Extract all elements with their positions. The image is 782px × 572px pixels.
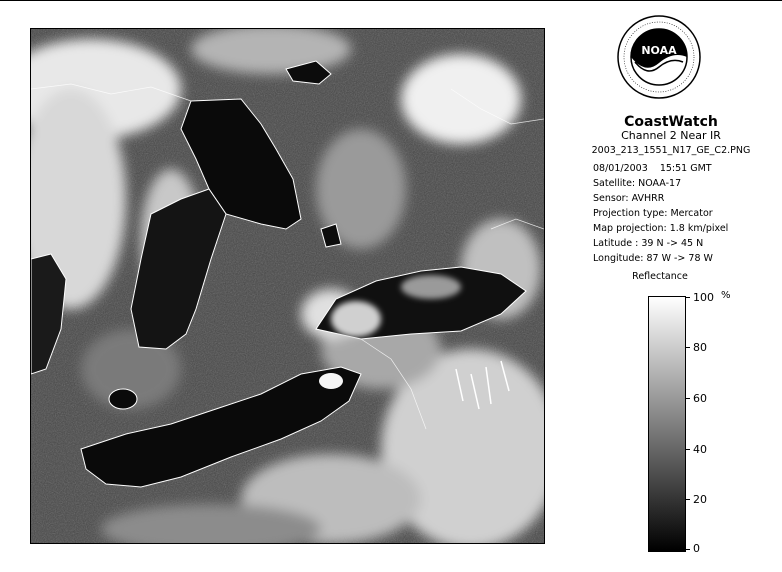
- lake-st-clair: [109, 389, 137, 409]
- colorbar-label-40: 40: [693, 443, 707, 456]
- projection-type-text: Projection type: Mercator: [593, 208, 713, 219]
- satellite-map[interactable]: [30, 28, 545, 544]
- colorbar-label-80: 80: [693, 341, 707, 354]
- colorbar-unit: %: [721, 290, 731, 301]
- top-border-line: [0, 0, 782, 1]
- erie-cloud-patch: [319, 373, 343, 389]
- longitude-text: Longitude: 87 W -> 78 W: [593, 253, 713, 264]
- product-title: CoastWatch: [624, 114, 718, 130]
- colorbar-label-0: 0: [693, 542, 700, 555]
- colorbar-tick-0: [685, 549, 690, 550]
- satellite-image-svg: [31, 29, 544, 543]
- colorbar-tick-80: [685, 347, 690, 348]
- datetime-text: 08/01/2003 15:51 GMT: [593, 163, 712, 174]
- logo-text: NOAA: [641, 44, 677, 57]
- reflectance-colorbar: [648, 296, 686, 552]
- colorbar-label-100: 100: [693, 291, 714, 304]
- sensor-text: Sensor: AVHRR: [593, 193, 665, 204]
- colorbar-tick-100: [685, 297, 690, 298]
- colorbar-label-60: 60: [693, 392, 707, 405]
- colorbar-tick-40: [685, 449, 690, 450]
- legend-title: Reflectance: [632, 271, 688, 282]
- map-projection-text: Map projection: 1.8 km/pixel: [593, 223, 729, 234]
- satellite-text: Satellite: NOAA-17: [593, 178, 682, 189]
- noaa-logo: [617, 15, 701, 99]
- file-name: 2003_213_1551_N17_GE_C2.PNG: [591, 145, 751, 156]
- channel-subtitle: Channel 2 Near IR: [621, 129, 721, 142]
- colorbar-label-20: 20: [693, 493, 707, 506]
- latitude-text: Latitude : 39 N -> 45 N: [593, 238, 704, 249]
- colorbar-tick-20: [685, 499, 690, 500]
- colorbar-tick-60: [685, 398, 690, 399]
